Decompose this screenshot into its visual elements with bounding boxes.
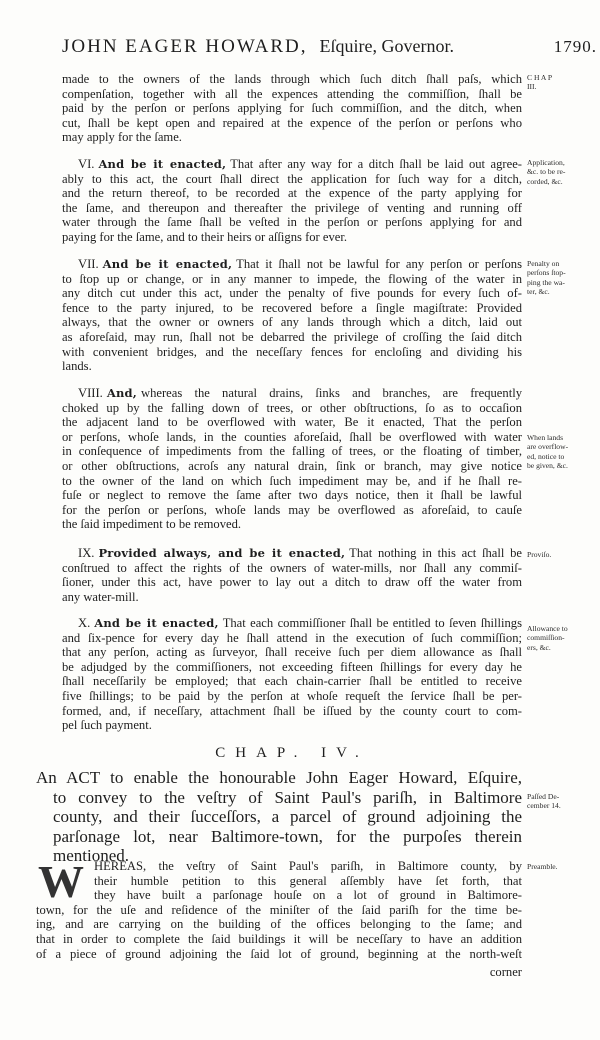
margin-note-line: Allowance to [527, 624, 568, 633]
text-line: ſioner, under this act, have power to lay out a ditch to draw off the water from [62, 575, 522, 590]
text-line [62, 386, 522, 401]
preamble-line: ing, and are carrying on the building of the offices belonging to the ſame; and [36, 917, 522, 932]
line-text: That nothing in this act ſhall be [349, 546, 522, 560]
act-title-line: county, and their ſucceſſors, a parcel of ground adjoining the [53, 807, 522, 827]
text-line: formed, and, if neceſſary, attachment ſhall be iſſued by the county court to com- [62, 703, 522, 718]
preamble-line: town, for the uſe and reſidence of the miniſter of the ſaid pariſh for the time be- [36, 902, 522, 917]
margin-note-line: ping the wa- [527, 277, 565, 287]
margin-note-line: ed, notice to [527, 451, 565, 461]
enacting-clause: Provided always, and be it enacted, [98, 546, 346, 560]
section-paragraph [62, 546, 522, 604]
header-year: 1790. [553, 37, 597, 56]
text-line: or perſons, whoſe lands, in the counties aforeſaid, ſhall be overflowed with water [62, 429, 522, 444]
text-line: ſhall neceſſarily be employed; that each chain-carrier ſhall be entitled to receive [62, 674, 522, 689]
enacting-clause: And, [106, 386, 137, 400]
section-number: VIII. [78, 386, 103, 400]
margin-note-line: perſons ſtop- [527, 268, 566, 278]
text-line: may apply for the ſame. [62, 130, 182, 145]
margin-note-line: be given, &c. [527, 461, 568, 471]
text-line: choked up by the falling down of trees, or other obſtructions, ſo as to occaſion [62, 400, 522, 415]
act-title-line: mentioned. [53, 846, 130, 866]
text-line: the ſame, and thereupon and thereafter the privilege of venting and running off [62, 200, 522, 215]
section-paragraph [62, 72, 522, 145]
catchword: corner [489, 965, 522, 979]
text-line: water through the ſame ſhall be veſted in the perſon or perſons applying for and [62, 215, 522, 230]
margin-note [527, 550, 599, 559]
text-line: compenſation, together with all the expences attending the commiſſion, ſhall be [62, 86, 522, 101]
margin-note [527, 433, 599, 471]
preamble-line: they have built a parſonage houſe on a lot of ground in Baltimore- [94, 888, 522, 903]
text-line [62, 257, 522, 272]
margin-note-line: C H A P [527, 73, 553, 82]
text-line: that any perſon, acting as ſurveyor, ſhall receive ſuch per diem allowance as ſhall [62, 645, 522, 660]
section-number: X. [78, 616, 91, 630]
text-line: ably to this act, the court ſhall direct the application for ſuch way for a ditch, [62, 171, 522, 186]
text-line: pel ſuch payment. [62, 718, 152, 733]
preamble-line: HEREAS, the veſtry of Saint Paul's pariſh, in Baltimore county, by [94, 859, 522, 873]
margin-note [527, 624, 599, 652]
text-line: with convenient bridges, and the neceſſary fences for encloſing and dividing his [62, 344, 522, 359]
margin-note [527, 158, 599, 186]
text-line: the ſaid impediment to be removed. [62, 517, 242, 532]
text-line: any ditch cut under this act, under the penalty of five pounds for every ſuch of- [62, 286, 522, 301]
text-line: fence to the party injured, to be recovered before a ſingle magiſtrate: Provided [62, 300, 522, 315]
margin-note-line: are overflow- [527, 442, 569, 452]
section-number: VI. [78, 157, 95, 171]
header-title: JOHN EAGER HOWARD, [62, 36, 308, 57]
margin-note-line: ter, &c. [527, 287, 550, 297]
section-number: IX. [78, 546, 95, 560]
text-line: or other obſtructions, acroſs any natural drain, ſink or branch, may give notice [62, 458, 522, 473]
text-line: made to the owners of the lands through which ſuch ditch ſhall paſs, which [62, 72, 522, 86]
running-header [62, 36, 597, 60]
text-line: for the perſon or perſons, whoſe lands may be overflowed as aforeſaid, to cauſe [62, 502, 522, 517]
text-line: paid by the perſon or perſons applying for ſuch commiſſion, and the ditch, when [62, 101, 522, 116]
section-paragraph [62, 616, 522, 733]
margin-note-line: III. [527, 82, 537, 92]
act-title-line: parſonage lot, near Baltimore-town, for the purpoſes therein [53, 826, 522, 846]
enacting-clause: And be it enacted, [98, 157, 227, 171]
text-line: and the return thereof, to be recorded at the expence of the party applying for [62, 186, 522, 201]
text-line: any water-mill. [62, 589, 139, 604]
text-line: be adjudged by the commiſſioners, not exceeding fifteen ſhillings for every day he [62, 659, 522, 674]
margin-note-passed [527, 792, 599, 811]
margin-note [527, 73, 599, 92]
margin-note [527, 259, 599, 297]
margin-note-line: cember 14. [527, 801, 561, 811]
text-line: and ſix-pence for every day he ſhall attend in the execution of ſuch commiſſion; [62, 630, 522, 645]
section-paragraph [62, 157, 522, 245]
text-line: in conſequence of impediments from the falling of trees, or the floating of timber, [62, 444, 522, 459]
margin-note-line: Paſſed De- [527, 792, 560, 801]
margin-note-line: &c. to be re- [527, 167, 566, 177]
text-line: fuſe or neglect to remove the ſame after two days notice, then it ſhall be lawful [62, 488, 522, 503]
text-line: to the owner of the land on which ſuch impediment may be, and if he ſhall re- [62, 473, 522, 488]
margin-note-line: Preamble. [527, 862, 558, 871]
line-text: That it ſhall not be lawful for any perſon or perſons [236, 257, 523, 271]
margin-note-line: ers, &c. [527, 642, 551, 652]
enacting-clause: And be it enacted, [102, 257, 233, 271]
text-line [62, 157, 522, 172]
text-line: paying for the ſame, and to their heirs or aſſigns for ever. [62, 229, 348, 244]
enacting-clause: And be it enacted, [94, 616, 219, 630]
line-text: whereas the natural drains, ſinks and branches, are frequently [140, 386, 522, 400]
margin-note-line: Proviſo. [527, 550, 552, 559]
margin-note-line: Application, [527, 158, 565, 167]
line-text: That each commiſſioner ſhall be entitled to ſeven ſhillings [222, 616, 523, 630]
line-text: That after any way for a ditch ſhall be laid out agree- [230, 157, 522, 171]
act-title-line: An ACT to enable the honourable John Eager Howard, Eſquire, [36, 768, 522, 787]
text-line [62, 546, 522, 561]
header-subtitle: Eſquire, Governor. [319, 36, 454, 56]
margin-note-line: When lands [527, 433, 564, 442]
section-number: VII. [78, 257, 99, 271]
text-line: the adjacent land to be overflowed with water, Be it enacted, That the perſon [62, 415, 522, 430]
text-line: as aforeſaid, may run, ſhall not be debarred the privilege of croſſing the ſaid ditch [62, 329, 522, 344]
preamble-line: of a piece of ground adjoining the ſaid lot of ground, beginning at the north-weſt [36, 946, 522, 961]
text-line: five ſhillings; to be paid by the perſon at whoſe requeſt the ſervice ſhall be per- [62, 688, 522, 703]
text-line: conſtrued to affect the rights of the owners of water-mills, nor ſhall any commiſ- [62, 560, 522, 575]
preamble-line: that in order to complete the ſaid buildings it will be neceſſary to have an addition [36, 931, 522, 946]
act-title [36, 768, 522, 866]
text-line [62, 616, 522, 631]
act-title-line: to convey to the veſtry of Saint Paul's pariſh, in Baltimore [53, 787, 522, 807]
text-line: always, that the owner or owners of any lands through which a ditch, laid out [62, 315, 522, 330]
text-line: cut, ſhall be kept open and repaired at the expence of the perſon or perſons who [62, 115, 522, 130]
preamble-line: their humble petition to this general aſſembly have ſet forth, that [94, 873, 522, 888]
text-line: to ſtop up or change, or in any manner to impede, the flowing of the water in [62, 271, 522, 286]
section-paragraph [62, 257, 522, 374]
text-line: lands. [62, 359, 92, 374]
margin-note-preamble [527, 862, 599, 871]
drop-cap: W [38, 856, 84, 907]
margin-note-line: commiſſion- [527, 633, 565, 643]
margin-note-line: corded, &c. [527, 176, 563, 186]
chapter-heading: CHAP. IV. [215, 745, 369, 761]
section-paragraph [62, 386, 522, 532]
margin-note-line: Penalty on [527, 259, 560, 268]
